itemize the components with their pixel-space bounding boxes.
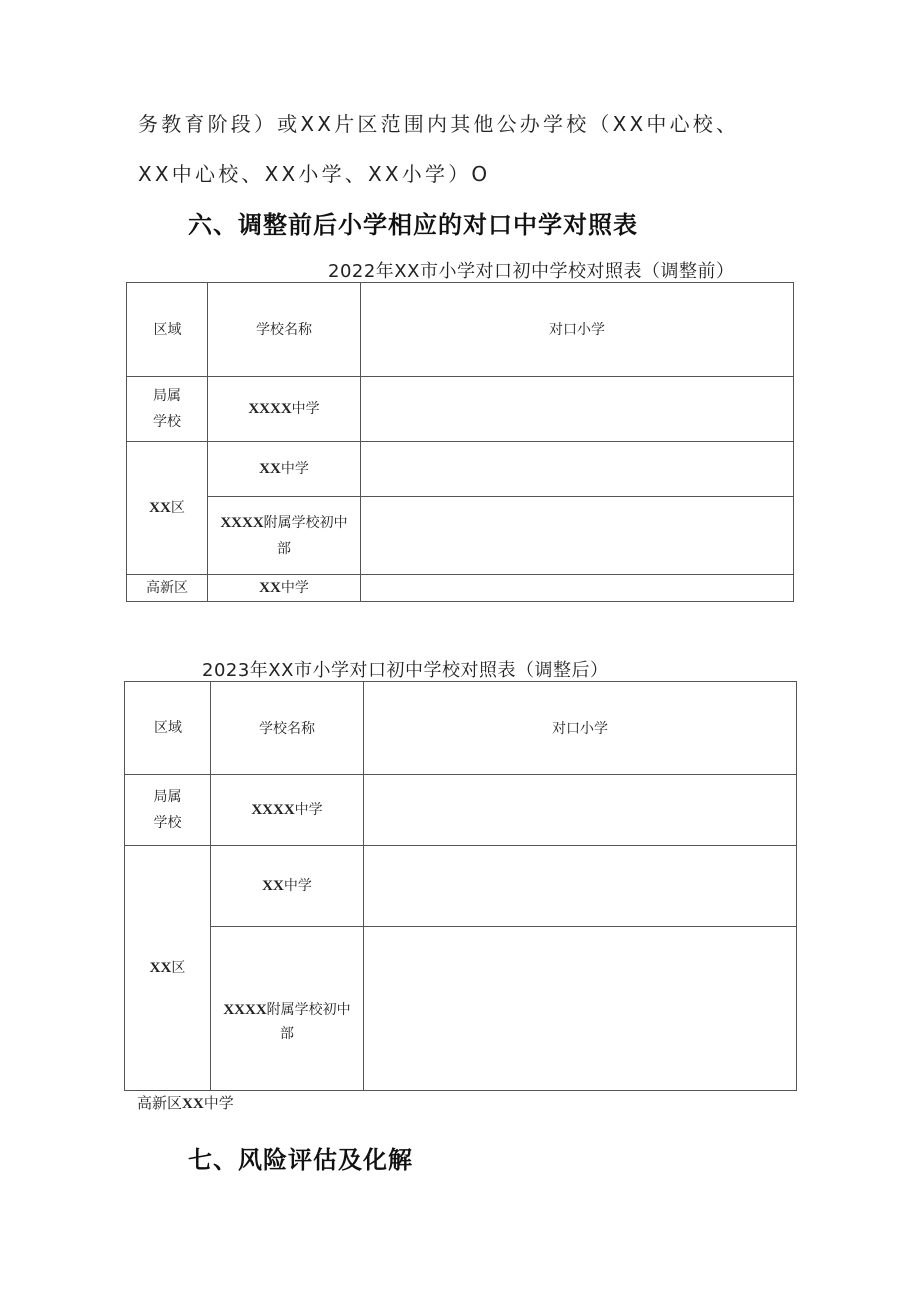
table-2 <box>124 681 797 1091</box>
table-2-header-region: 区域 <box>125 682 211 775</box>
paragraph-line-2: XX中心校、XX小学、XX小学）O <box>138 162 491 186</box>
table-1-matched-cell <box>361 575 794 602</box>
table-row <box>127 497 794 575</box>
table-1-region-cell: 局属 学校 <box>127 377 208 442</box>
table-row <box>127 442 794 497</box>
table-2-header-matched: 对口小学 <box>364 682 797 775</box>
table-1-region-cell: 高新区 <box>127 575 208 602</box>
table-2-header-school: 学校名称 <box>211 682 364 775</box>
table-2-footnote: 高新区XX中学 <box>137 1094 234 1112</box>
table-1-region-cell: XX区 <box>127 442 208 575</box>
table-row <box>125 775 797 846</box>
table-2-header-row <box>125 682 797 775</box>
table-2-region-cell: 局属 学校 <box>125 775 211 846</box>
table-1-matched-cell <box>361 442 794 497</box>
table-2-caption: 2023年XX市小学对口初中学校对照表（调整后） <box>202 660 609 681</box>
table-2-school-cell: XXXX附属学校初中 部 <box>211 927 364 1091</box>
table-2-region-cell: XX区 <box>125 846 211 1091</box>
table-1-header-matched: 对口小学 <box>361 283 794 377</box>
section-7-title: 七、风险评估及化解 <box>188 1146 413 1174</box>
table-1-school-cell: XX中学 <box>208 442 361 497</box>
table-1-caption: 2022年XX市小学对口初中学校对照表（调整前） <box>328 261 735 282</box>
table-row <box>127 377 794 442</box>
table-1-school-cell: XXXX附属学校初中 部 <box>208 497 361 575</box>
table-2-matched-cell <box>364 927 797 1091</box>
table-2-school-cell: XXXX中学 <box>211 775 364 846</box>
table-1 <box>126 282 794 602</box>
table-1-header-school: 学校名称 <box>208 283 361 377</box>
table-1-header-row <box>127 283 794 377</box>
paragraph-line-1: 务教育阶段）或XX片区范围内其他公办学校（XX中心校、 <box>138 112 740 136</box>
table-1-matched-cell <box>361 377 794 442</box>
table-2-matched-cell <box>364 846 797 927</box>
table-2-matched-cell <box>364 775 797 846</box>
section-6-title: 六、调整前后小学相应的对口中学对照表 <box>188 211 638 239</box>
table-row <box>125 846 797 927</box>
table-1-matched-cell <box>361 497 794 575</box>
table-row <box>125 927 797 1091</box>
table-2-school-cell: XX中学 <box>211 846 364 927</box>
table-1-school-cell: XX中学 <box>208 575 361 602</box>
table-row <box>127 575 794 602</box>
table-1-school-cell: XXXX中学 <box>208 377 361 442</box>
table-1-header-region: 区域 <box>127 283 208 377</box>
